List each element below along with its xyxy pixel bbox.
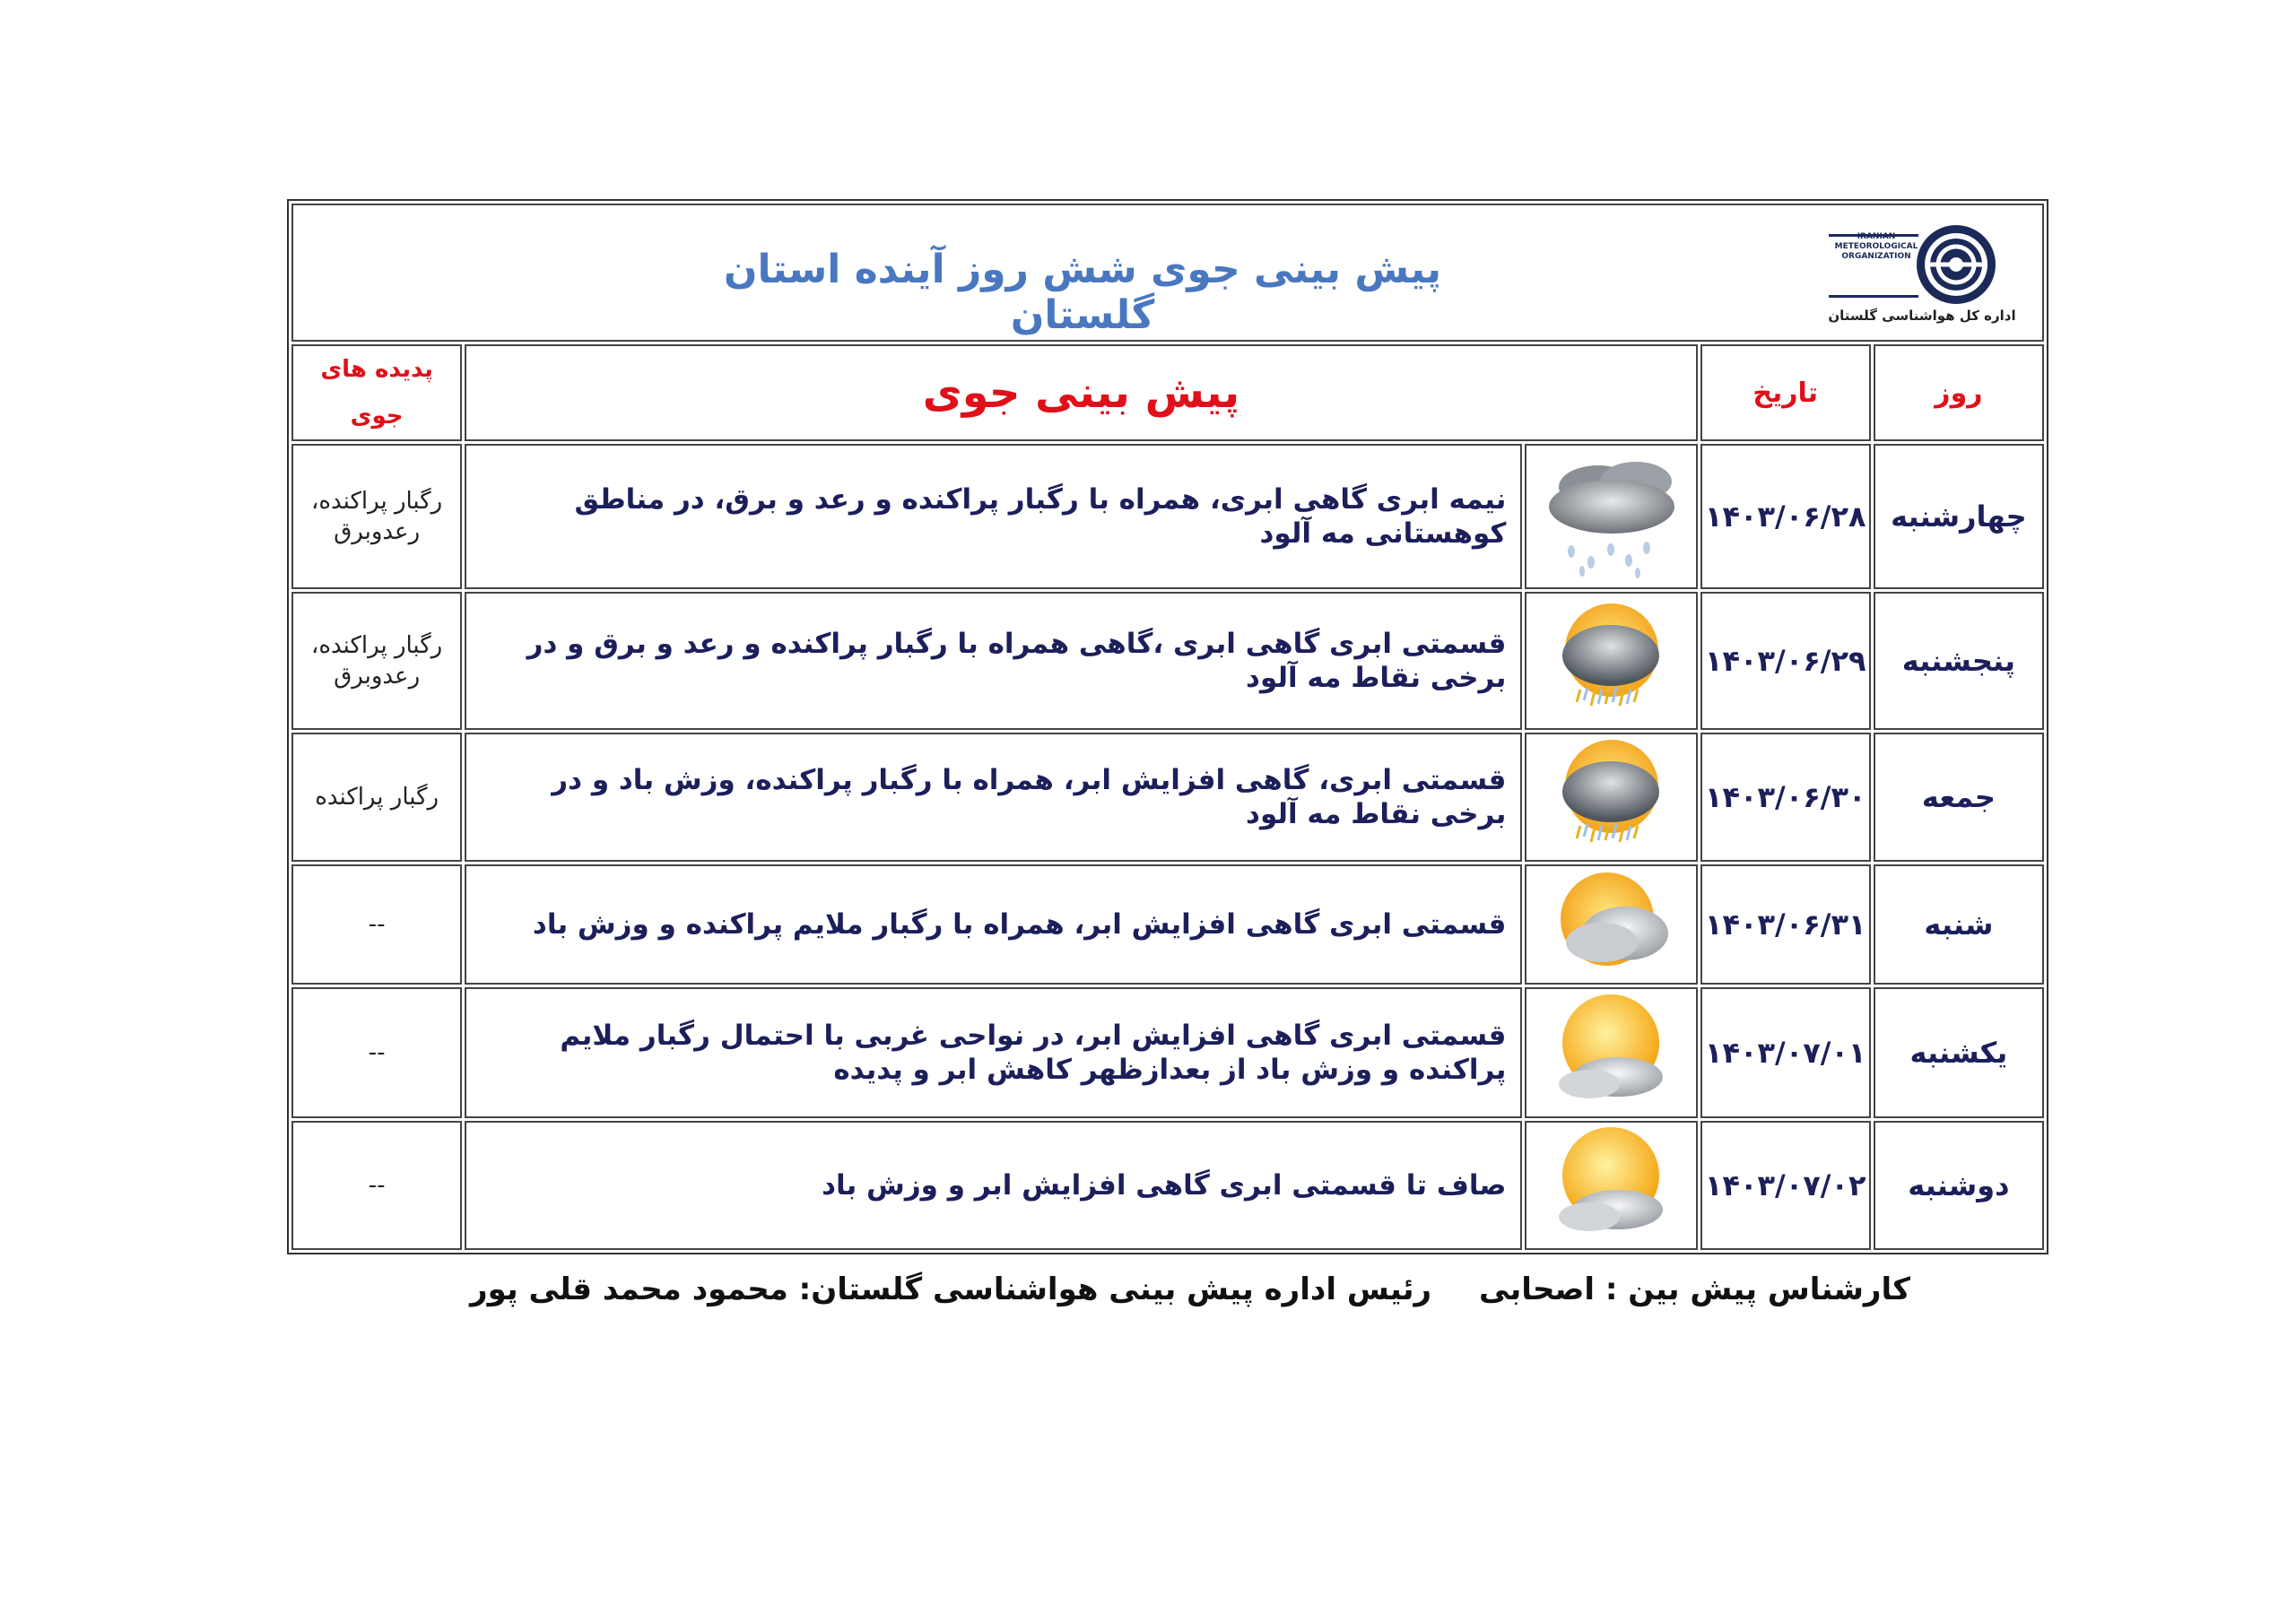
date-cell: ۱۴۰۳/۰۶/۲۸ — [1700, 444, 1871, 589]
column-header-forecast — [465, 344, 1697, 441]
forecast-sheet — [287, 199, 2048, 1254]
weather-icon-cell — [1525, 864, 1697, 985]
logo-english-line: IRANIAN — [1857, 232, 1896, 241]
phenomena-cell: -- — [291, 864, 462, 985]
column-header-day — [1874, 344, 2044, 441]
weather-icon-cell — [1525, 1121, 1697, 1250]
sun-cloud-icon — [1553, 867, 1670, 978]
forecaster-signature: کارشناس پیش بین : اصحابی — [1479, 1271, 1910, 1307]
forecast-table — [287, 199, 2048, 1254]
phenomena-cell: رگبار پراکنده، رعدوبرق — [291, 592, 462, 730]
column-header-phenomena-label: پدیده های جوی — [320, 356, 433, 430]
table-row — [291, 987, 2044, 1118]
table-row — [291, 1121, 2044, 1250]
table-row — [291, 592, 2044, 730]
weather-icon-cell — [1525, 987, 1697, 1118]
forecast-description: صاف تا قسمتی ابری گاهی افزایش ابر و وزش باد — [465, 1121, 1522, 1250]
phenomena-cell: -- — [291, 987, 462, 1118]
day-cell: پنجشنبه — [1874, 592, 2044, 730]
table-row — [291, 444, 2044, 589]
date-cell: ۱۴۰۳/۰۷/۰۲ — [1700, 1121, 1871, 1250]
day-cell: جمعه — [1874, 733, 2044, 862]
day-cell: چهارشنبه — [1874, 444, 2044, 589]
day-cell: دوشنبه — [1874, 1121, 2044, 1250]
logo-english-line: ORGANIZATION — [1841, 252, 1911, 261]
table-row — [291, 864, 2044, 985]
day-cell: شنبه — [1874, 864, 2044, 985]
column-header-date-label: تاریخ — [1752, 377, 1819, 409]
column-header-date — [1700, 344, 1871, 441]
weather-icon-cell — [1525, 444, 1697, 589]
phenomena-cell: رگبار پراکنده، رعدوبرق — [291, 444, 462, 589]
forecast-description: قسمتی ابری گاهی افزایش ابر، همراه با رگبار ملایم پراکنده و وزش باد — [465, 864, 1522, 985]
sun-partly-cloudy-icon — [1553, 991, 1670, 1111]
sun-partly-cloudy-icon — [1553, 1124, 1670, 1244]
date-cell: ۱۴۰۳/۰۶/۳۱ — [1700, 864, 1871, 985]
table-row — [291, 733, 2044, 862]
column-header-forecast-label: پیش بینی جوی — [922, 368, 1240, 418]
sun-cloud-rain-icon — [1553, 734, 1670, 856]
date-cell: ۱۴۰۳/۰۶/۲۹ — [1700, 592, 1871, 730]
page-title: پیش بینی جوی شش روز آینده استان گلستان — [724, 247, 1441, 338]
column-header-day-label: روز — [1935, 377, 1983, 409]
sun-cloud-rain-icon — [1553, 596, 1670, 722]
date-cell: ۱۴۰۳/۰۷/۰۱ — [1700, 987, 1871, 1118]
day-cell: یکشنبه — [1874, 987, 2044, 1118]
column-header-phenomena — [291, 344, 462, 441]
phenomena-cell: رگبار پراکنده — [291, 733, 462, 862]
header-cell — [291, 204, 2044, 342]
logo-english-line: METEOROLOGICAL — [1834, 242, 1918, 251]
forecast-description: نیمه ابری گاهی ابری، همراه با رگبار پراکنده و رعد و برق، در مناطق کوهستانی مه آلود — [465, 444, 1522, 589]
logo-caption: اداره کل هواشناسی گلستان — [1828, 308, 2016, 324]
forecast-description: قسمتی ابری، گاهی افزایش ابر، همراه با رگبار پراکنده، وزش باد و در برخی نقاط مه آلود — [465, 733, 1522, 862]
rain-cloud-icon — [1535, 447, 1688, 582]
phenomena-cell: -- — [291, 1121, 462, 1250]
forecast-description: قسمتی ابری گاهی افزایش ابر، در نواحی غربی با احتمال رگبار ملایم پراکنده و وزش باد از بعدازظهر کاهش ابر و پدیده — [465, 987, 1522, 1118]
weather-icon-cell — [1525, 733, 1697, 862]
forecast-description: قسمتی ابری گاهی ابری ،گاهی همراه با رگبار پراکنده و رعد و برق و در برخی نقاط مه آلود — [465, 592, 1522, 730]
department-head-signature: رئیس اداره پیش بینی هواشناسی گلستان: محمود محمد قلی پور — [470, 1271, 1432, 1307]
logo-english-text — [1827, 232, 1926, 262]
weather-icon-cell — [1525, 592, 1697, 730]
date-cell: ۱۴۰۳/۰۶/۳۰ — [1700, 733, 1871, 862]
